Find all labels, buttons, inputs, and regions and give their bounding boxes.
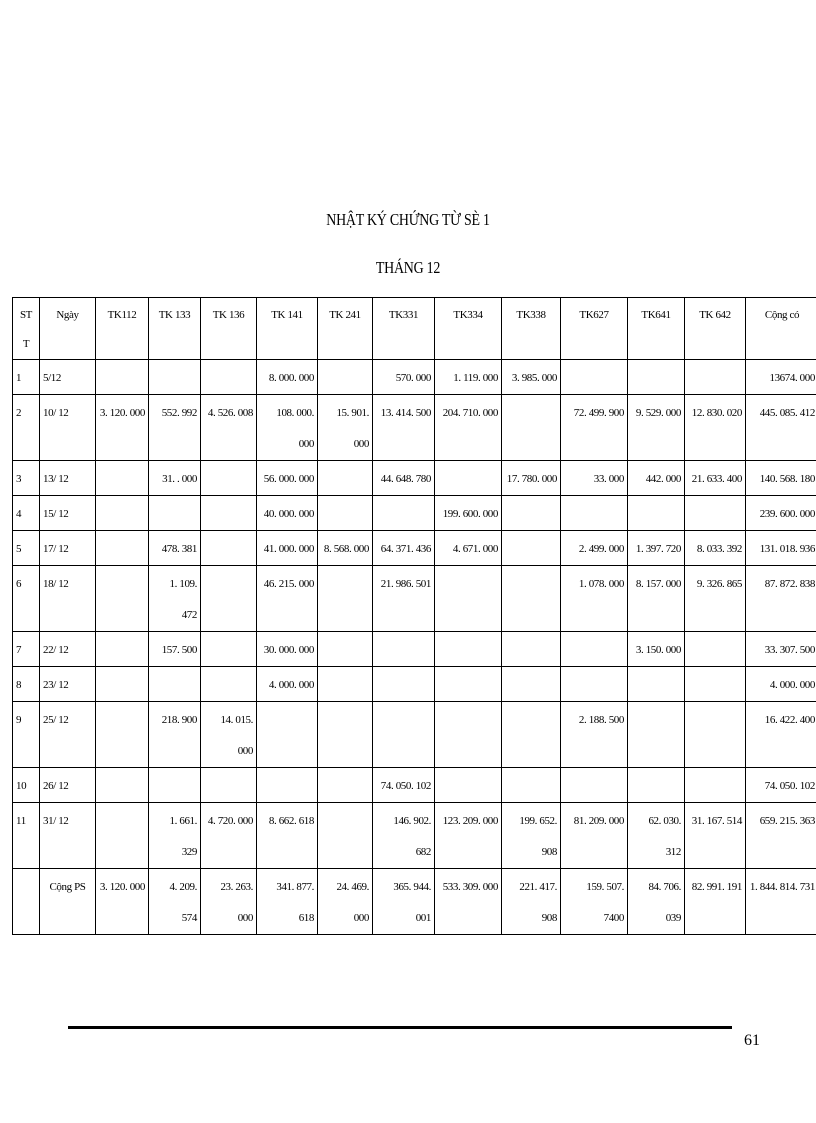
table-cell bbox=[149, 360, 201, 395]
table-cell: 33. 000 bbox=[561, 461, 628, 496]
table-cell bbox=[685, 632, 746, 667]
table-cell bbox=[318, 702, 373, 768]
table-cell bbox=[685, 667, 746, 702]
table-cell: 17. 780. 000 bbox=[502, 461, 561, 496]
table-cell bbox=[373, 632, 435, 667]
table-cell: 82. 991. 191 bbox=[685, 869, 746, 935]
table-cell: 8. 662. 618 bbox=[257, 803, 318, 869]
table-cell bbox=[149, 667, 201, 702]
table-cell: 1. 119. 000 bbox=[435, 360, 502, 395]
header-cell: TK 133 bbox=[149, 298, 201, 360]
table-cell bbox=[13, 869, 40, 935]
table-row bbox=[13, 395, 816, 461]
table-cell: 9. 326. 865 bbox=[685, 566, 746, 632]
table-cell: 87. 872. 838 bbox=[746, 566, 816, 632]
table-cell bbox=[435, 702, 502, 768]
header-cell: Ngày bbox=[40, 298, 96, 360]
table-cell: 2 bbox=[13, 395, 40, 461]
header-cell: ST T bbox=[13, 298, 40, 360]
table-cell bbox=[201, 531, 257, 566]
table-row bbox=[13, 461, 816, 496]
footer-rule bbox=[68, 1026, 732, 1029]
table-cell: 3 bbox=[13, 461, 40, 496]
table-cell bbox=[96, 531, 149, 566]
table-cell: 74. 050. 102 bbox=[373, 768, 435, 803]
table-row bbox=[13, 803, 816, 869]
table-cell: 239. 600. 000 bbox=[746, 496, 816, 531]
table-cell bbox=[96, 702, 149, 768]
document-title: NHẬT KÝ CHỨNG TỪ SÈ 1 bbox=[326, 210, 490, 229]
table-cell: 31. . 000 bbox=[149, 461, 201, 496]
table-cell bbox=[201, 496, 257, 531]
table-cell bbox=[373, 667, 435, 702]
table-cell: 26/ 12 bbox=[40, 768, 96, 803]
table-cell: 199. 600. 000 bbox=[435, 496, 502, 531]
header-cell: TK338 bbox=[502, 298, 561, 360]
table-row bbox=[13, 496, 816, 531]
table-cell: 478. 381 bbox=[149, 531, 201, 566]
table-cell: 4. 671. 000 bbox=[435, 531, 502, 566]
table-cell: 1. 661. 329 bbox=[149, 803, 201, 869]
table-cell: 74. 050. 102 bbox=[746, 768, 816, 803]
header-cell: TK112 bbox=[96, 298, 149, 360]
table-cell: 46. 215. 000 bbox=[257, 566, 318, 632]
table-cell: 445. 085. 412 bbox=[746, 395, 816, 461]
table-row bbox=[13, 566, 816, 632]
table-cell: 3. 150. 000 bbox=[628, 632, 685, 667]
table-cell bbox=[318, 496, 373, 531]
table-cell: 8 bbox=[13, 667, 40, 702]
table-cell: 4. 526. 008 bbox=[201, 395, 257, 461]
table-cell bbox=[628, 360, 685, 395]
table-cell: 10 bbox=[13, 768, 40, 803]
table-row bbox=[13, 360, 816, 395]
table-cell bbox=[96, 566, 149, 632]
table-cell bbox=[561, 360, 628, 395]
table-cell bbox=[502, 702, 561, 768]
table-cell bbox=[561, 632, 628, 667]
table-cell: 1 bbox=[13, 360, 40, 395]
table-cell: 8. 000. 000 bbox=[257, 360, 318, 395]
header-cell: TK 136 bbox=[201, 298, 257, 360]
table-cell bbox=[318, 768, 373, 803]
table-cell bbox=[561, 496, 628, 531]
table-cell: 9 bbox=[13, 702, 40, 768]
table-cell: 18/ 12 bbox=[40, 566, 96, 632]
table-cell bbox=[502, 395, 561, 461]
table-cell: 659. 215. 363 bbox=[746, 803, 816, 869]
table-cell: 31/ 12 bbox=[40, 803, 96, 869]
table-cell bbox=[318, 667, 373, 702]
table-cell bbox=[318, 461, 373, 496]
table-cell bbox=[149, 768, 201, 803]
table-cell: 23. 263. 000 bbox=[201, 869, 257, 935]
table-cell bbox=[149, 496, 201, 531]
table-cell: 44. 648. 780 bbox=[373, 461, 435, 496]
table-cell bbox=[201, 632, 257, 667]
table-cell bbox=[318, 632, 373, 667]
table-row bbox=[13, 531, 816, 566]
page-number: 61 bbox=[744, 1032, 760, 1049]
table-cell: 15. 901. 000 bbox=[318, 395, 373, 461]
table-cell: 159. 507. 7400 bbox=[561, 869, 628, 935]
header-cell: TK 141 bbox=[257, 298, 318, 360]
header-cell: TK 241 bbox=[318, 298, 373, 360]
table-cell: 1. 078. 000 bbox=[561, 566, 628, 632]
table-cell bbox=[435, 768, 502, 803]
header-cell: TK641 bbox=[628, 298, 685, 360]
table-cell: 3. 985. 000 bbox=[502, 360, 561, 395]
table-cell bbox=[96, 632, 149, 667]
table-cell: 2. 499. 000 bbox=[561, 531, 628, 566]
header-cell: TK 642 bbox=[685, 298, 746, 360]
table-cell bbox=[201, 461, 257, 496]
table-cell: 14. 015. 000 bbox=[201, 702, 257, 768]
table-cell: 22/ 12 bbox=[40, 632, 96, 667]
table-cell: 21. 633. 400 bbox=[685, 461, 746, 496]
table-cell: 4. 000. 000 bbox=[746, 667, 816, 702]
table-cell: 5 bbox=[13, 531, 40, 566]
table-cell bbox=[96, 768, 149, 803]
table-cell: 81. 209. 000 bbox=[561, 803, 628, 869]
table-cell bbox=[373, 702, 435, 768]
table-cell: 365. 944. 001 bbox=[373, 869, 435, 935]
table-cell: 218. 900 bbox=[149, 702, 201, 768]
table-cell bbox=[373, 496, 435, 531]
table-cell bbox=[201, 667, 257, 702]
table-cell: 157. 500 bbox=[149, 632, 201, 667]
table-cell: 13674. 000 bbox=[746, 360, 816, 395]
table-row bbox=[13, 667, 816, 702]
table-cell bbox=[685, 702, 746, 768]
table-cell: 13/ 12 bbox=[40, 461, 96, 496]
table-cell: 25/ 12 bbox=[40, 702, 96, 768]
table-cell: 123. 209. 000 bbox=[435, 803, 502, 869]
total-row bbox=[13, 869, 816, 935]
header-cell: Cộng có bbox=[746, 298, 816, 360]
table-row bbox=[13, 768, 816, 803]
table-cell bbox=[685, 360, 746, 395]
table-cell: 9. 529. 000 bbox=[628, 395, 685, 461]
table-cell: 221. 417. 908 bbox=[502, 869, 561, 935]
table-cell: 4. 720. 000 bbox=[201, 803, 257, 869]
table-cell: 13. 414. 500 bbox=[373, 395, 435, 461]
table-cell bbox=[628, 702, 685, 768]
table-cell: 56. 000. 000 bbox=[257, 461, 318, 496]
table-cell: 1. 844. 814. 731 bbox=[746, 869, 816, 935]
table-cell bbox=[502, 768, 561, 803]
table-cell: 24. 469. 000 bbox=[318, 869, 373, 935]
table-cell bbox=[628, 496, 685, 531]
table-cell bbox=[435, 632, 502, 667]
table-cell bbox=[502, 566, 561, 632]
table-cell: Cộng PS bbox=[40, 869, 96, 935]
table-cell: 199. 652. 908 bbox=[502, 803, 561, 869]
table-cell bbox=[502, 667, 561, 702]
table-cell: 8. 157. 000 bbox=[628, 566, 685, 632]
table-cell bbox=[96, 360, 149, 395]
table-cell: 72. 499. 900 bbox=[561, 395, 628, 461]
table-cell: 16. 422. 400 bbox=[746, 702, 816, 768]
journal-table bbox=[12, 297, 816, 935]
table-cell: 442. 000 bbox=[628, 461, 685, 496]
table-cell bbox=[435, 461, 502, 496]
table-cell bbox=[502, 496, 561, 531]
table-cell: 140. 568. 180 bbox=[746, 461, 816, 496]
table-cell bbox=[561, 768, 628, 803]
table-cell: 17/ 12 bbox=[40, 531, 96, 566]
table-cell bbox=[257, 768, 318, 803]
table-cell: 3. 120. 000 bbox=[96, 869, 149, 935]
table-cell bbox=[257, 702, 318, 768]
table-cell bbox=[685, 768, 746, 803]
table-cell: 146. 902. 682 bbox=[373, 803, 435, 869]
table-cell bbox=[561, 667, 628, 702]
table-cell: 4. 000. 000 bbox=[257, 667, 318, 702]
table-cell: 41. 000. 000 bbox=[257, 531, 318, 566]
table-cell: 533. 309. 000 bbox=[435, 869, 502, 935]
table-cell bbox=[435, 566, 502, 632]
table-cell: 8. 568. 000 bbox=[318, 531, 373, 566]
table-cell: 12. 830. 020 bbox=[685, 395, 746, 461]
table-cell: 31. 167. 514 bbox=[685, 803, 746, 869]
table-cell: 1. 109. 472 bbox=[149, 566, 201, 632]
table-cell: 5/12 bbox=[40, 360, 96, 395]
table-cell: 204. 710. 000 bbox=[435, 395, 502, 461]
table-cell bbox=[318, 803, 373, 869]
table-cell bbox=[502, 531, 561, 566]
header-cell: TK331 bbox=[373, 298, 435, 360]
table-cell: 64. 371. 436 bbox=[373, 531, 435, 566]
table-cell: 7 bbox=[13, 632, 40, 667]
header-cell: TK334 bbox=[435, 298, 502, 360]
table-cell: 3. 120. 000 bbox=[96, 395, 149, 461]
table-cell: 10/ 12 bbox=[40, 395, 96, 461]
table-row bbox=[13, 632, 816, 667]
table-cell: 1. 397. 720 bbox=[628, 531, 685, 566]
table-cell: 6 bbox=[13, 566, 40, 632]
table-cell bbox=[96, 461, 149, 496]
table-cell: 2. 188. 500 bbox=[561, 702, 628, 768]
table-cell: 33. 307. 500 bbox=[746, 632, 816, 667]
table-cell bbox=[201, 566, 257, 632]
table-cell: 4 bbox=[13, 496, 40, 531]
table-cell bbox=[502, 632, 561, 667]
table-cell bbox=[685, 496, 746, 531]
table-cell: 108. 000. 000 bbox=[257, 395, 318, 461]
table-cell: 552. 992 bbox=[149, 395, 201, 461]
document-subtitle: THÁNG 12 bbox=[375, 258, 441, 277]
table-cell bbox=[201, 768, 257, 803]
table-cell bbox=[628, 667, 685, 702]
table-cell: 62. 030. 312 bbox=[628, 803, 685, 869]
table-cell bbox=[318, 360, 373, 395]
table-cell: 11 bbox=[13, 803, 40, 869]
table-cell bbox=[96, 496, 149, 531]
table-cell bbox=[318, 566, 373, 632]
table-cell bbox=[201, 360, 257, 395]
table-cell: 4. 209. 574 bbox=[149, 869, 201, 935]
table-cell bbox=[96, 803, 149, 869]
table-cell bbox=[435, 667, 502, 702]
table-cell: 40. 000. 000 bbox=[257, 496, 318, 531]
header-cell: TK627 bbox=[561, 298, 628, 360]
table-row bbox=[13, 702, 816, 768]
table-cell bbox=[96, 667, 149, 702]
table-cell: 8. 033. 392 bbox=[685, 531, 746, 566]
table-cell bbox=[628, 768, 685, 803]
table-cell: 131. 018. 936 bbox=[746, 531, 816, 566]
table-cell: 21. 986. 501 bbox=[373, 566, 435, 632]
table-cell: 84. 706. 039 bbox=[628, 869, 685, 935]
table-cell: 341. 877. 618 bbox=[257, 869, 318, 935]
table-cell: 30. 000. 000 bbox=[257, 632, 318, 667]
table-cell: 570. 000 bbox=[373, 360, 435, 395]
table-cell: 15/ 12 bbox=[40, 496, 96, 531]
table-cell: 23/ 12 bbox=[40, 667, 96, 702]
table-header-row bbox=[13, 298, 816, 360]
